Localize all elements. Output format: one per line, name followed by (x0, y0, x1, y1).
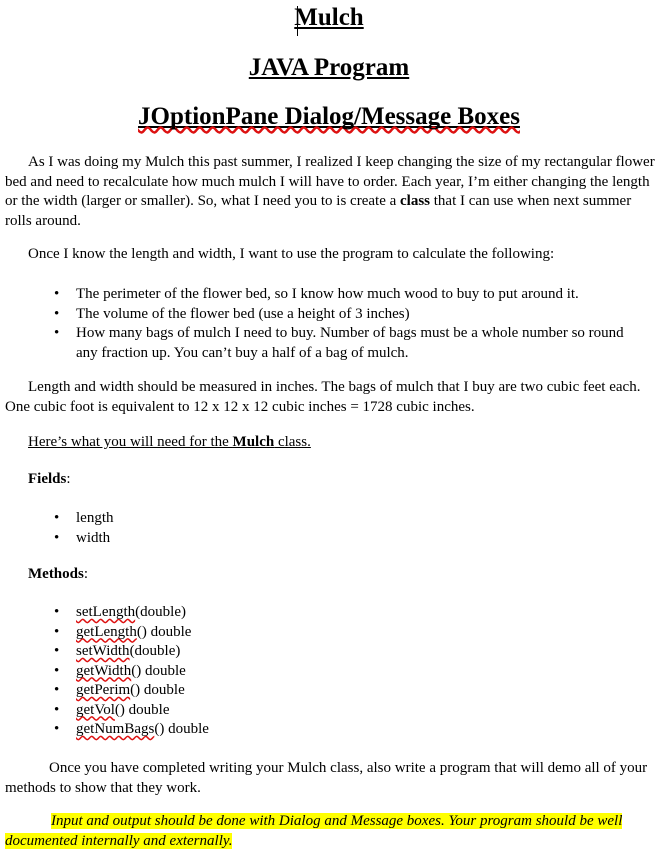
method-name: getVol (76, 701, 115, 718)
need-post: class. (274, 434, 311, 450)
list-item (50, 681, 350, 701)
list-item (50, 720, 350, 740)
doc-subtitle: JAVA Program (248, 54, 410, 81)
calc-list (50, 285, 630, 363)
method-name: getNumBags (76, 721, 155, 737)
method-sig: () double (136, 623, 192, 640)
list-item (50, 603, 350, 623)
list-item (50, 642, 350, 662)
list-item: • width (50, 529, 350, 549)
need-pre: Here’s what you will need for the (28, 434, 233, 450)
highlight-note (5, 812, 645, 851)
fields-list (50, 509, 350, 548)
intro-end: that I can use when next summer rolls around. (5, 193, 632, 229)
highlight-text: Input and output should be done with Dialog and Message boxes. Your program should be well documented internally and externally. (5, 813, 623, 849)
method-sig: () double (130, 682, 185, 698)
method-name: getWidth (76, 662, 132, 679)
list-item (50, 623, 350, 643)
intro-bold: class (400, 193, 431, 209)
list-item: • The perimeter of the flower bed, so I know how much wood to buy to put around it. (50, 285, 630, 305)
list-item: • length (50, 509, 350, 529)
fields-heading (28, 471, 71, 488)
topic-text: JOptionPane Dialog/Message Boxes (138, 103, 520, 130)
measure-paragraph: Length and width should be measured in inches. The bags of mulch that I buy are two cubic feet each. One cubic foot is equivalent to 12 x 12 x 12 cubic inches = 1728 cubic inches. (5, 379, 641, 415)
fields-label: Fields (28, 471, 67, 487)
method-sig: () double (131, 662, 186, 679)
need-bold: Mulch (232, 434, 275, 450)
methods-label: Methods (28, 566, 84, 582)
intro-paragraph (5, 153, 657, 231)
intro-text: As I was doing my Mulch this past summer, I realized I keep changing the size of my rectangular flower bed and need to recalculate how much mulch I will have to order. Each year, I’m either changing the length or the width (larger or smaller). So, what I need you to is create a (5, 154, 655, 209)
list-item (50, 701, 350, 721)
method-sig: () double (114, 701, 170, 718)
need-heading (28, 434, 311, 451)
doc-topic (0, 103, 658, 131)
list-item (50, 662, 350, 682)
methods-list (50, 603, 350, 740)
method-sig: (double) (129, 643, 181, 659)
fields-colon: : (66, 471, 71, 487)
method-sig: (double) (135, 604, 186, 620)
method-name: setWidth (76, 643, 130, 659)
calc-intro: Once I know the length and width, I want to use the program to calculate the following: (28, 246, 555, 262)
method-name: getLength (76, 623, 137, 640)
method-sig: () double (154, 721, 209, 737)
methods-heading (28, 566, 88, 583)
methods-colon: : (83, 566, 89, 582)
doc-title: Mulch (294, 4, 364, 31)
list-item: • The volume of the flower bed (use a height of 3 inches) (50, 305, 630, 325)
method-name: setLength (76, 604, 136, 620)
demo-paragraph: Once you have completed writing your Mulch class, also write a program that will demo all of your methods to show that they work. (5, 760, 648, 796)
list-item: • How many bags of mulch I need to buy. Number of bags must be a whole number so round any fraction up. You can’t buy a half of a bag of mulch. (50, 324, 630, 363)
method-name: getPerim (76, 682, 131, 698)
